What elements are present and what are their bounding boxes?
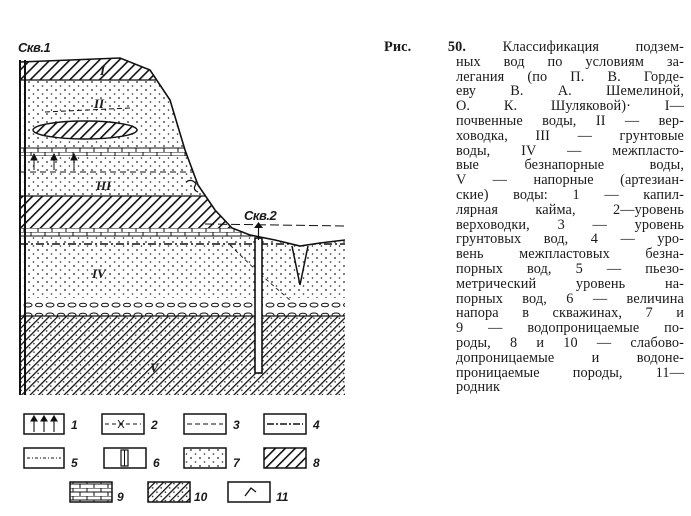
figure-reference: Рис. 50. (384, 40, 467, 55)
zone-label-I: I (100, 63, 106, 78)
zone-label-V: V (150, 360, 159, 375)
caption-line-4: еву В. А. Шемелиной, (456, 84, 684, 100)
caption-line-14: грунтовых вод, 4 — уро- (456, 232, 684, 248)
caption-line-23: проницаемые породы, 11— (456, 365, 684, 381)
caption-line-10: V — напорные (артезиан- (456, 173, 684, 188)
legend-number-6: 6 (153, 456, 160, 470)
caption-line-19: напора в скважинах, 7 и (456, 306, 684, 322)
caption-line-22: допроницаемые и водоне- (456, 350, 684, 366)
caption-line-9: вые безнапорные воды, (456, 158, 684, 174)
caption-line-18: порных вод, 6 — величина (456, 291, 684, 307)
caption-line-13: верховодки, 3 — уровень (456, 217, 684, 233)
caption-line-6: почвенные воды, II — вер- (456, 113, 684, 129)
caption-line-17: метрический уровень на- (456, 276, 684, 292)
legend-number-4: 4 (313, 418, 320, 432)
caption-line-8: воды, IV — межпласто- (456, 143, 684, 159)
legend-number-8: 8 (313, 456, 320, 470)
well-1-label: Скв.1 (18, 40, 51, 55)
zone-label-II: II (94, 96, 105, 111)
caption-line-2: ных вод по условиям за- (456, 54, 684, 70)
legend-number-5: 5 (71, 456, 78, 470)
caption-line-21: роды, 8 и 10 — слабово- (456, 335, 684, 351)
zone-label-IV: IV (92, 266, 106, 281)
caption-line-24: родник (456, 380, 501, 396)
caption-line-12: лярная кайма, 2—уровень (456, 202, 684, 218)
legend-number-9: 9 (117, 490, 124, 504)
well-2-label: Скв.2 (244, 208, 277, 223)
caption-line-11: ские) воды: 1 — капил- (456, 187, 684, 203)
legend-number-1: 1 (71, 418, 78, 432)
caption-line-5: О. К. Шуляковой)· I— (456, 99, 684, 114)
legend-number-3: 3 (233, 418, 240, 432)
legend-number-11: 11 (276, 490, 289, 504)
caption-line-1-text: Классификация подзем- (502, 40, 684, 55)
caption-line-1 (384, 40, 684, 55)
legend-number-7: 7 (233, 456, 240, 470)
caption-line-3: легания (по П. В. Горде- (456, 69, 684, 85)
zone-label-III: III (96, 178, 112, 193)
legend-number-2: 2 (151, 418, 158, 432)
caption-line-7: ховодка, III — грунтовые (456, 128, 684, 144)
figure-caption (384, 40, 684, 395)
caption-line-16: порных вод, 5 — пьезо- (456, 261, 684, 277)
caption-line-15: вень межпластовых безна- (456, 247, 684, 262)
legend-number-10: 10 (194, 490, 208, 504)
caption-line-20: 9 — водопроницаемые по- (456, 321, 684, 336)
